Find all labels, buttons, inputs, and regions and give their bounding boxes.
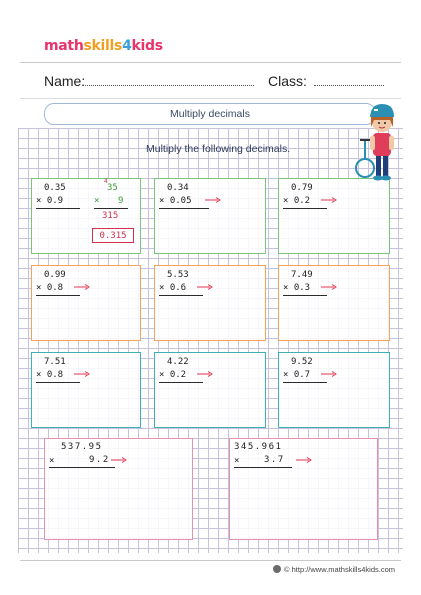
problem-box[interactable] xyxy=(278,265,390,341)
footer-url[interactable]: © http://www.mathskills4kids.com xyxy=(284,565,395,574)
work-multiplier: 9 xyxy=(118,196,124,206)
work-times: × xyxy=(94,196,100,206)
arrow-icon xyxy=(321,284,337,290)
multiplier: × 0.2 xyxy=(283,196,311,206)
problem-box[interactable] xyxy=(154,265,266,341)
multiplicand: 0.34 xyxy=(167,183,189,193)
underline xyxy=(36,295,80,296)
times-sign: × xyxy=(234,456,240,466)
arrow-icon xyxy=(197,371,213,377)
work-top: 35 xyxy=(107,183,118,193)
arrow-icon xyxy=(74,371,90,377)
underline xyxy=(49,467,115,468)
arrow-icon xyxy=(205,197,221,203)
location-pin-icon xyxy=(273,565,281,573)
multiplier: × 0.9 xyxy=(36,196,64,206)
multiplicand: 7.51 xyxy=(44,357,66,367)
header-divider xyxy=(20,62,401,63)
problem-box[interactable] xyxy=(31,352,141,428)
multiplicand: 0.99 xyxy=(44,270,66,280)
underline xyxy=(36,208,80,209)
arrow-icon xyxy=(74,284,90,290)
multiplier: × 0.8 xyxy=(36,370,64,380)
arrow-icon xyxy=(111,457,127,463)
worksheet-title: Multiply decimals xyxy=(44,103,376,125)
problem-box[interactable] xyxy=(31,178,141,254)
multiplicand: 9.52 xyxy=(291,357,313,367)
multiplier: × 0.2 xyxy=(159,370,187,380)
multiplier: × 0.05 xyxy=(159,196,192,206)
arrow-icon xyxy=(321,371,337,377)
class-label: Class: xyxy=(268,73,307,89)
multiplier: 3.7 xyxy=(264,455,285,465)
name-label: Name: xyxy=(44,73,86,89)
underline xyxy=(36,382,80,383)
name-field[interactable] xyxy=(82,85,254,86)
multiplier: × 0.8 xyxy=(36,283,64,293)
footer-divider xyxy=(20,560,401,561)
multiplicand: 0.79 xyxy=(291,183,313,193)
brand-logo xyxy=(44,38,163,54)
kid-with-bike-illustration xyxy=(352,100,402,184)
class-field[interactable] xyxy=(314,85,384,86)
logo-text-part: math xyxy=(44,38,84,54)
problem-box[interactable] xyxy=(278,352,390,428)
problem-box[interactable] xyxy=(278,178,390,254)
underline xyxy=(234,467,292,468)
problem-box[interactable] xyxy=(154,178,266,254)
answer-box: 0.315 xyxy=(92,228,134,243)
logo-text-part: 4 xyxy=(122,38,132,54)
multiplicand: 537.95 xyxy=(61,442,103,452)
problem-box[interactable] xyxy=(229,438,378,540)
multiplier: × 0.6 xyxy=(159,283,187,293)
underline xyxy=(159,295,203,296)
logo-text-part: skills xyxy=(83,38,123,54)
multiplier: 9.2 xyxy=(89,455,110,465)
problem-box[interactable] xyxy=(31,265,141,341)
work-underline xyxy=(94,208,128,209)
underline xyxy=(159,382,203,383)
logo-text-part: kids xyxy=(131,38,163,54)
problem-box[interactable] xyxy=(44,438,193,540)
multiplicand: 4.22 xyxy=(167,357,189,367)
header-divider xyxy=(20,98,401,99)
footer xyxy=(273,565,395,574)
underline xyxy=(283,208,327,209)
underline xyxy=(283,382,327,383)
underline xyxy=(159,208,209,209)
arrow-icon xyxy=(197,284,213,290)
multiplier: × 0.7 xyxy=(283,370,311,380)
instruction-text: Multiply the following decimals. xyxy=(146,143,291,155)
multiplicand: 5.53 xyxy=(167,270,189,280)
arrow-icon xyxy=(321,197,337,203)
multiplicand: 0.35 xyxy=(44,183,66,193)
carry-digit: 4 xyxy=(104,178,108,185)
work-product: 315 xyxy=(102,211,119,221)
underline xyxy=(283,295,327,296)
multiplicand: 345.961 xyxy=(234,442,283,452)
multiplicand: 7.49 xyxy=(291,270,313,280)
arrow-icon xyxy=(296,457,312,463)
times-sign: × xyxy=(49,456,55,466)
multiplier: × 0.3 xyxy=(283,283,311,293)
problem-box[interactable] xyxy=(154,352,266,428)
